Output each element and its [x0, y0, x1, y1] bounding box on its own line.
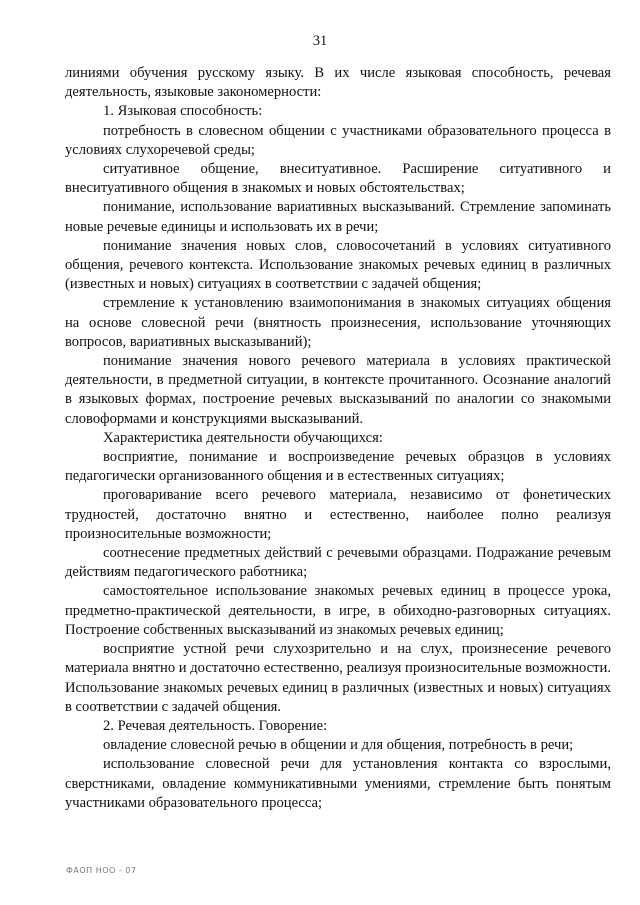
- page-number: 31: [312, 33, 328, 49]
- paragraph: линиями обучения русскому языку. В их числе языковая способность, речевая деятельность, языковые закономерности:: [65, 65, 611, 101]
- paragraph: использование словесной речи для установления контакта со взрослыми, сверстниками, овладение коммуникативными умениями, стремление быть понятым участниками образовательного процесса;: [65, 756, 611, 811]
- paragraph: самостоятельное использование знакомых речевых единиц в процессе урока, предметно-практической деятельности, в игре, в обиходно-разговорных ситуациях. Построение собственных высказываний из знакомых речевых единиц;: [65, 583, 611, 638]
- document-body: [65, 64, 611, 813]
- paragraph: 2. Речевая деятельность. Говорение:: [103, 717, 328, 734]
- paragraph: ситуативное общение, внеситуативное. Расширение ситуативного и внеситуативного общения в знакомых и новых обстоятельствах;: [65, 161, 611, 197]
- paragraph: понимание значения новых слов, словосочетаний в условиях ситуативного общения, речевого контекста. Использование знакомых речевых единиц в различных (известных и новых) ситуациях в соответствии с задачей общения;: [65, 237, 611, 293]
- paragraph: овладение словесной речью в общении и для общения, потребность в речи;: [103, 737, 574, 754]
- paragraph: Характеристика деятельности обучающихся:: [103, 429, 383, 446]
- paragraph: понимание значения нового речевого материала в условиях практической деятельности, в предметной ситуации, в контексте прочитанного. Осознание аналогий в языковых формах, построение речевых высказываний по аналогии со знакомыми словоформами и конструкциями высказываний.: [65, 353, 611, 427]
- paragraph: потребность в словесном общении с участниками образовательного процесса в условиях слухоречевой среды;: [65, 122, 611, 158]
- paragraph: понимание, использование вариативных высказываний. Стремление запоминать новые речевые единицы и использовать их в речи;: [65, 199, 611, 235]
- document-footer: ФАОП НОО - 07: [66, 866, 137, 875]
- paragraph: стремление к установлению взаимопонимания в знакомых ситуациях общения на основе словесной речи (внятность произнесения, использование уточняющих вопросов, вариативных высказываний);: [65, 295, 611, 350]
- paragraph: восприятие устной речи слухозрительно и на слух, произнесение речевого материала внятно и достаточно естественно, реализуя произносительные возможности. Использование знакомых речевых единиц в различных (известных и новых) ситуациях в соответствии с задачей общения.: [65, 641, 611, 715]
- paragraph: 1. Языковая способность:: [103, 103, 263, 120]
- paragraph: проговаривание всего речевого материала, независимо от фонетических трудностей, достаточно внятно и естественно, наиболее полно реализуя произносительные возможности;: [65, 487, 611, 542]
- paragraph: восприятие, понимание и воспроизведение речевых образцов в условиях педагогически организованного общения и в естественных ситуациях;: [65, 449, 611, 485]
- paragraph: соотнесение предметных действий с речевыми образцами. Подражание речевым действиям педагогического работника;: [65, 545, 611, 581]
